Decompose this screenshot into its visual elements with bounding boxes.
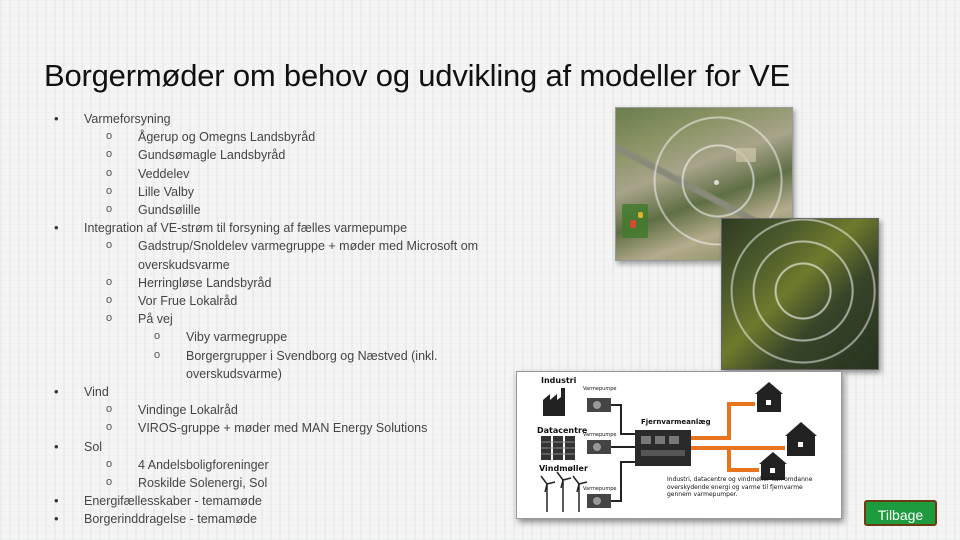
bullet-text: Integration af VE-strøm til forsyning af fælles varmepumpe bbox=[84, 221, 408, 236]
sub-sub-bullet-text: Borgergrupper i Svendborg og Næstved (inkl. overskudsvarme) bbox=[186, 348, 438, 381]
bullet-item bbox=[52, 510, 522, 528]
bullet-text: Energifællesskaber - temamøde bbox=[84, 494, 262, 509]
sub-bullet-item bbox=[52, 456, 522, 474]
sub-bullet-marker: o bbox=[106, 294, 113, 307]
sub-bullet-text: Vindinge Lokalråd bbox=[138, 403, 238, 418]
label-vindmoller: Vindmøller bbox=[539, 464, 588, 473]
aerial-map-image-closeup bbox=[721, 218, 879, 370]
wind-turbine-icon bbox=[541, 472, 587, 512]
bullet-item bbox=[52, 492, 522, 510]
label-industri: Industri bbox=[541, 376, 577, 385]
bullet-marker: • bbox=[54, 511, 59, 527]
label-fjernvarmeanlaeg: Fjernvarmeanlæg bbox=[641, 418, 711, 426]
sub-bullet-text: Vor Frue Lokalråd bbox=[138, 294, 238, 309]
sub-bullet-marker: o bbox=[106, 203, 113, 216]
sub-bullet-item bbox=[52, 201, 522, 219]
sub-bullet-marker: o bbox=[106, 239, 113, 252]
bullet-item bbox=[52, 110, 522, 128]
sub-bullet-text: 4 Andelsboligforeninger bbox=[138, 457, 269, 472]
sub-bullet-text: Roskilde Solenergi, Sol bbox=[138, 476, 268, 491]
sub-bullet-item bbox=[52, 292, 522, 310]
bullet-item bbox=[52, 438, 522, 456]
bullet-marker: • bbox=[54, 493, 59, 509]
sub-bullet-text: VIROS-gruppe + møder med MAN Energy Solutions bbox=[138, 421, 428, 436]
label-varmepumpe: Varmepumpe bbox=[583, 386, 617, 392]
factory-icon bbox=[543, 388, 565, 416]
sub-bullet-item bbox=[52, 146, 522, 164]
sub-bullet-marker: o bbox=[106, 403, 113, 416]
bullet-marker: • bbox=[54, 384, 59, 400]
house-icon bbox=[755, 382, 817, 480]
sub-bullet-text: Herringløse Landsbyråd bbox=[138, 275, 272, 290]
sub-sub-bullet-marker: o bbox=[154, 348, 161, 361]
sub-bullet-marker: o bbox=[106, 166, 113, 179]
datacenter-icon bbox=[541, 436, 575, 460]
label-varmepumpe: Varmepumpe bbox=[583, 432, 617, 438]
sub-bullet-marker: o bbox=[106, 457, 113, 470]
district-heating-plant-icon bbox=[635, 430, 691, 466]
sub-bullet-item bbox=[52, 237, 522, 273]
sub-bullet-item bbox=[52, 401, 522, 419]
district-heating-diagram bbox=[516, 371, 842, 519]
sub-bullet-marker: o bbox=[106, 312, 113, 325]
sub-bullet-text: Gundsølille bbox=[138, 203, 201, 218]
sub-bullet-item bbox=[52, 165, 522, 183]
slide-title: Borgermøder om behov og udvikling af modeller for VE bbox=[44, 58, 791, 93]
bullet-text: Borgerinddragelse - temamøde bbox=[84, 512, 257, 527]
bullet-item bbox=[52, 219, 522, 237]
bullet-item bbox=[52, 383, 522, 401]
sub-sub-bullet-item bbox=[52, 328, 522, 346]
sub-bullet-text: Gundsømagle Landsbyråd bbox=[138, 148, 286, 163]
sub-bullet-text: Gadstrup/Snoldelev varmegruppe + møder med Microsoft om overskudsvarme bbox=[138, 239, 479, 272]
sub-bullet-marker: o bbox=[106, 476, 113, 489]
label-datacentre: Datacentre bbox=[537, 426, 588, 435]
sub-sub-bullet-item bbox=[52, 347, 522, 383]
bullet-text: Vind bbox=[84, 385, 109, 400]
bullet-text: Varmeforsyning bbox=[84, 112, 171, 126]
sub-bullet-marker: o bbox=[106, 148, 113, 161]
sub-bullet-item bbox=[52, 128, 522, 146]
sub-bullet-marker: o bbox=[106, 130, 113, 143]
sub-bullet-item bbox=[52, 310, 522, 328]
bullet-marker: • bbox=[54, 220, 59, 236]
sub-sub-bullet-text: Viby varmegruppe bbox=[186, 330, 288, 345]
sub-bullet-marker: o bbox=[106, 275, 113, 288]
back-button[interactable]: Tilbage bbox=[864, 500, 937, 526]
sub-bullet-marker: o bbox=[106, 184, 113, 197]
label-varmepumpe: Varmepumpe bbox=[583, 486, 617, 492]
sub-sub-bullet-marker: o bbox=[154, 330, 161, 343]
bullet-marker: • bbox=[54, 438, 59, 454]
sub-bullet-text: Ågerup og Omegns Landsbyråd bbox=[138, 130, 316, 145]
sub-bullet-item bbox=[52, 419, 522, 437]
sub-bullet-text: På vej bbox=[138, 312, 173, 327]
sub-bullet-text: Lille Valby bbox=[138, 184, 195, 199]
sub-bullet-item bbox=[52, 274, 522, 292]
bullet-marker: • bbox=[54, 111, 59, 126]
sub-bullet-marker: o bbox=[106, 421, 113, 434]
bullet-list bbox=[52, 110, 522, 529]
sub-bullet-item bbox=[52, 474, 522, 492]
sub-bullet-item bbox=[52, 183, 522, 201]
diagram-caption: Industri, datacentre og vindmøller kan omdanne overskydende energi og varme til fjernvarme gennem varmepumper. bbox=[667, 476, 813, 498]
sub-bullet-text: Veddelev bbox=[138, 166, 190, 181]
bullet-text: Sol bbox=[84, 439, 103, 454]
